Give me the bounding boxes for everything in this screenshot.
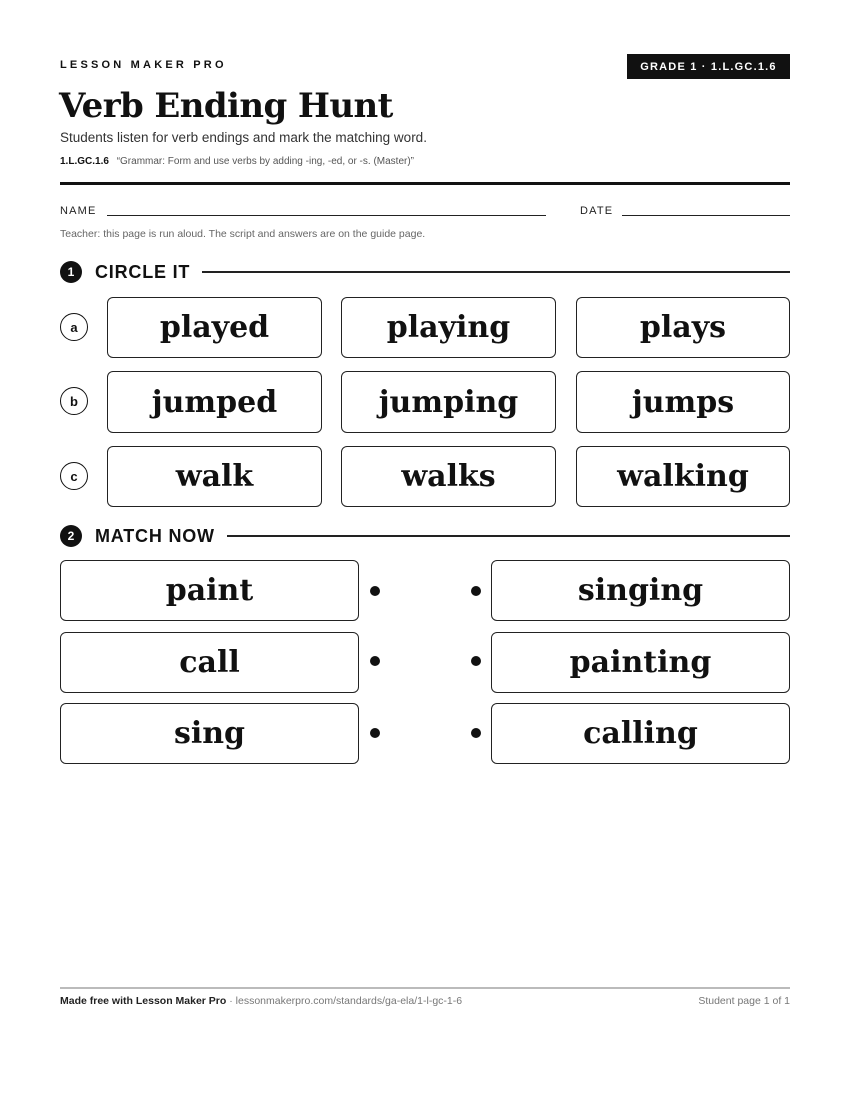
teacher-note: Teacher: this page is run aloud. The script and answers are on the guide page. xyxy=(60,228,426,240)
row-a-letter: a xyxy=(60,313,88,341)
row-b-letter: b xyxy=(60,387,88,415)
brand-name: LESSON MAKER PRO xyxy=(60,59,227,71)
word-choice[interactable]: walking xyxy=(576,446,790,507)
header-divider xyxy=(60,182,790,185)
match-right-word[interactable]: singing xyxy=(491,560,790,621)
date-label: DATE xyxy=(580,205,614,217)
word-choice[interactable]: plays xyxy=(576,297,790,358)
worksheet-title: Verb Ending Hunt xyxy=(59,86,393,126)
footer-divider xyxy=(60,987,790,989)
word-choice[interactable]: playing xyxy=(341,297,556,358)
footer-url[interactable]: · lessonmakerpro.com/standards/ga-ela/1-l-gc-1-6 xyxy=(226,995,463,1007)
section-2-header xyxy=(60,524,790,548)
match-right-word[interactable]: calling xyxy=(491,703,790,764)
row-c-letter: c xyxy=(60,462,88,490)
worksheet-subtitle: Students listen for verb endings and mark the matching word. xyxy=(60,130,427,145)
section-1-rule xyxy=(202,271,790,273)
section-1-title: CIRCLE IT xyxy=(95,261,191,282)
match-left-dot[interactable] xyxy=(370,656,380,666)
word-choice[interactable]: played xyxy=(107,297,322,358)
standard-code: 1.L.GC.1.6 xyxy=(60,156,109,167)
section-2-title: MATCH NOW xyxy=(95,525,215,546)
match-left-word[interactable]: sing xyxy=(60,703,359,764)
match-right-word[interactable]: painting xyxy=(491,632,790,693)
word-choice[interactable]: jumping xyxy=(341,371,556,433)
section-1-number: 1 xyxy=(60,261,82,283)
section-2-rule xyxy=(227,535,790,537)
word-choice[interactable]: jumps xyxy=(576,371,790,433)
match-right-dot[interactable] xyxy=(471,586,481,596)
section-2-number: 2 xyxy=(60,525,82,547)
section-1-header xyxy=(60,260,790,284)
match-left-dot[interactable] xyxy=(370,728,380,738)
word-choice[interactable]: walk xyxy=(107,446,322,507)
grade-badge: GRADE 1 · 1.L.GC.1.6 xyxy=(627,54,790,79)
date-line[interactable] xyxy=(622,215,790,216)
name-line[interactable] xyxy=(107,215,546,216)
footer-made-with: Made free with Lesson Maker Pro xyxy=(60,995,227,1007)
match-left-word[interactable]: call xyxy=(60,632,359,693)
match-right-dot[interactable] xyxy=(471,728,481,738)
match-left-dot[interactable] xyxy=(370,586,380,596)
name-label: NAME xyxy=(60,205,97,217)
word-choice[interactable]: walks xyxy=(341,446,556,507)
word-choice[interactable]: jumped xyxy=(107,371,322,433)
match-right-dot[interactable] xyxy=(471,656,481,666)
standard-line xyxy=(60,156,414,167)
match-left-word[interactable]: paint xyxy=(60,560,359,621)
footer-credit xyxy=(60,995,462,1007)
footer-page-number: Student page 1 of 1 xyxy=(698,995,790,1007)
standard-description: “Grammar: Form and use verbs by adding -ing, -ed, or -s. (Master)” xyxy=(116,156,414,167)
